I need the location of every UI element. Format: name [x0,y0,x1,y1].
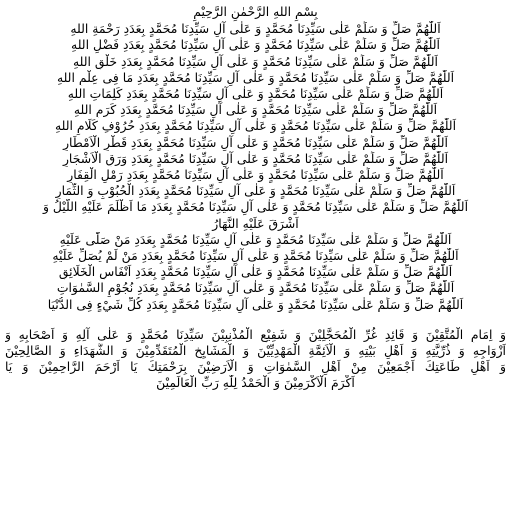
salawat-line: اَللّٰهُمَّ صَلِّ وَ سَلِّمْ عَلٰى سَيِّدِنَا مُحَمَّدٍ وَ عَلٰى آلِ سَيِّدِنَا مُحَمَّدٍ بِعَدَدِ رَمْلِ الْقِفَارِ [67,167,444,183]
closing-line: وَ اِمَامِ الْمُتَّقِيْنَ وَ قَائِدِ غُرِّ الْمُحَجَّلِيْنَ وَ شَفِيْعِ الْمُذْنِبِيْنَ سَيِّدِنَا مُحَمَّدٍ وَ عَلٰى آلِهِ وَ اَصْحَابِهِ وَ [5,326,506,342]
salawat-line: اَللّٰهُمَّ صَلِّ وَ سَلِّمْ عَلٰى سَيِّدِنَا مُحَمَّدٍ وَ عَلٰى آلِ سَيِّدِنَا مُحَمَّدٍ بِعَدَدِ مَا فِى عِلْمِ اللهِ [56,69,455,85]
salawat-line: اَللّٰهُمَّ صَلِّ وَ سَلِّمْ عَلٰى سَيِّدِنَا مُحَمَّدٍ وَ عَلٰى آلِ سَيِّدِنَا مُحَمَّدٍ بِعَدَدِ نُجُوْمِ السَّمٰوَاتِ [56,280,455,296]
salawat-line: اَللّٰهُمَّ صَلِّ وَ سَلِّمْ عَلٰى سَيِّدِنَا مُحَمَّدٍ وَ عَلٰى آلِ سَيِّدِنَا مُحَمَّدٍ بِعَدَدِ الْحُبُوْبِ وَ الثِّمَارِ [55,183,456,199]
salawat-line: اَللّٰهُمَّ صَلِّ وَ سَلِّمْ عَلٰى سَيِّدِنَا مُحَمَّدٍ وَ عَلٰى آلِ سَيِّدِنَا مُحَمَّدٍ بِعَدَدِ خَلْقِ اللهِ [73,53,438,69]
salawat-line: اَللّٰهُمَّ صَلِّ وَ سَلِّمْ عَلٰى سَيِّدِنَا مُحَمَّدٍ وَ عَلٰى آلِ سَيِّدِنَا مُحَمَّدٍ بِعَدَدِ مَنْ لَمْ يُصَلِّ عَلَيْهِ [52,248,459,264]
closing-line: اَزْوَاجِهِ وَ ذُرِّيَّتِهِ وَ اَهْلِ بَيْتِهِ وَ الْاَئِمَّةِ الْمَهْدِيِّيْنَ وَ الْمَشَايِخِ الْمُتَقَدِّمِيْنَ وَ الشُّهَدَاءِ وَ الصَّالِحِيْنَ [5,343,506,359]
salawat-line: اَللّٰهُمَّ صَلِّ وَ سَلِّمْ عَلٰى سَيِّدِنَا مُحَمَّدٍ وَ عَلٰى آلِ سَيِّدِنَا مُحَمَّدٍ بِعَدَدِ مَنْ صَلّٰى عَلَيْهِ [59,231,452,247]
salawat-line: اَللّٰهُمَّ صَلِّ وَ سَلِّمْ عَلٰى سَيِّدِنَا مُحَمَّدٍ وَ عَلٰى آلِ سَيِّدِنَا مُحَمَّدٍ بِعَدَدِ كُلِّ شَيْءٍ فِى الدُّنْيَا [47,296,464,312]
salawat-line: اَللّٰهُمَّ صَلِّ وَ سَلِّمْ عَلٰى سَيِّدِنَا مُحَمَّدٍ وَ عَلٰى آلِ سَيِّدِنَا مُحَمَّدٍ بِعَدَدِ مَا اَظْلَمَ عَلَيْهِ اللَّيْلُ وَ [42,199,469,215]
closing-line: وَ اَهْلِ طَاعَتِكَ اَجْمَعِيْنَ مِنْ اَهْلِ السَّمٰوَاتِ وَ الْاَرَضِيْنَ بِرَحْمَتِكَ يَا اَرْحَمَ الرَّاحِمِيْنَ وَ يَا [5,359,506,375]
basmala-heading: بِسْمِ اللهِ الرَّحْمٰنِ الرَّحِيْمِ [193,4,318,19]
salawat-line: اَشْرَقَ عَلَيْهِ النَّهَارُ [212,215,299,231]
salawat-line: اَللّٰهُمَّ صَلِّ وَ سَلِّمْ عَلٰى سَيِّدِنَا مُحَمَّدٍ وَ عَلٰى آلِ سَيِّدِنَا مُحَمَّدٍ بِعَدَدِ كَرَمِ اللهِ [73,102,438,118]
salawat-line: اَللّٰهُمَّ صَلِّ وَ سَلِّمْ عَلٰى سَيِّدِنَا مُحَمَّدٍ وَ عَلٰى آلِ سَيِّدِنَا مُحَمَّدٍ بِعَدَدِ كَلِمَاتِ اللهِ [67,86,444,102]
salawat-line: اَللّٰهُمَّ صَلِّ وَ سَلِّمْ عَلٰى سَيِّدِنَا مُحَمَّدٍ وَ عَلٰى آلِ سَيِّدِنَا مُحَمَّدٍ بِعَدَدِ حُرُوْفِ كَلَامِ اللهِ [54,118,457,134]
salawat-block [5,21,506,313]
salawat-line: اَللّٰهُمَّ صَلِّ وَ سَلِّمْ عَلٰى سَيِّدِنَا مُحَمَّدٍ وَ عَلٰى آلِ سَيِّدِنَا مُحَمَّدٍ بِعَدَدِ اَنْفَاسِ الْخَلَائِقِ [58,264,453,280]
paragraph-spacer [5,313,506,327]
closing-line: اَكْرَمَ الْاَكْرَمِيْنَ وَ الْحَمْدُ لِلّٰهِ رَبِّ الْعَالَمِيْنَ [156,375,355,391]
salawat-line: اَللّٰهُمَّ صَلِّ وَ سَلِّمْ عَلٰى سَيِّدِنَا مُحَمَّدٍ وَ عَلٰى آلِ سَيِّدِنَا مُحَمَّدٍ بِعَدَدِ رَحْمَةِ اللهِ [70,21,441,37]
salawat-line: اَللّٰهُمَّ صَلِّ وَ سَلِّمْ عَلٰى سَيِّدِنَا مُحَمَّدٍ وَ عَلٰى آلِ سَيِّدِنَا مُحَمَّدٍ بِعَدَدِ فَضْلِ اللهِ [71,37,440,53]
closing-paragraph [5,327,506,392]
salawat-line: اَللّٰهُمَّ صَلِّ وَ سَلِّمْ عَلٰى سَيِّدِنَا مُحَمَّدٍ وَ عَلٰى آلِ سَيِّدِنَا مُحَمَّدٍ بِعَدَدِ وَرَقِ الْاَشْجَارِ [62,150,449,166]
salawat-line: اَللّٰهُمَّ صَلِّ وَ سَلِّمْ عَلٰى سَيِّدِنَا مُحَمَّدٍ وَ عَلٰى آلِ سَيِّدِنَا مُحَمَّدٍ بِعَدَدِ قَطْرِ الْاَمْطَارِ [63,134,448,150]
